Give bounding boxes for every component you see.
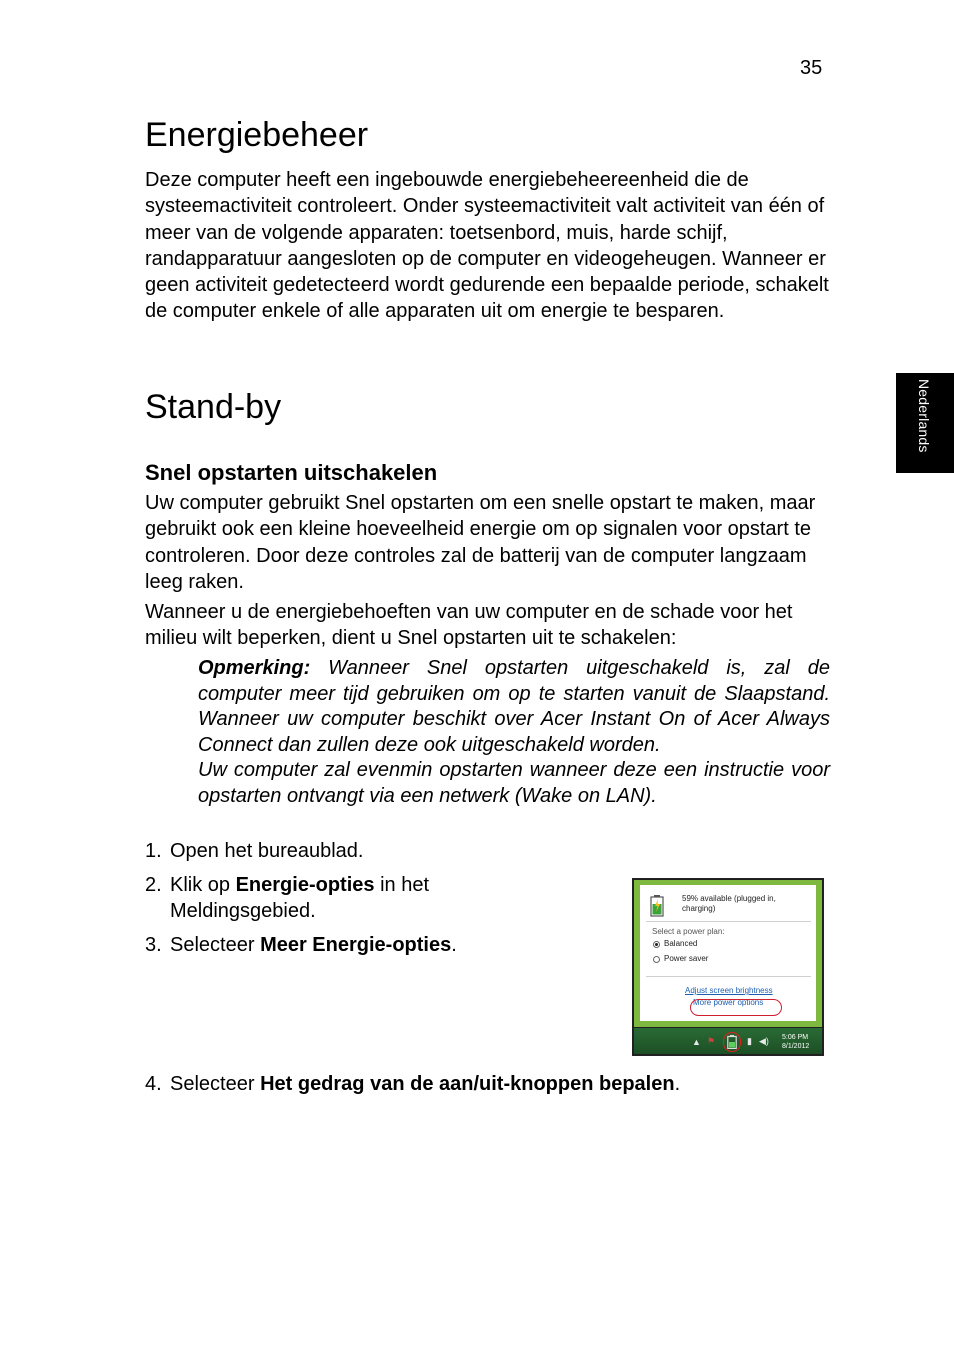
- step-text-tail: .: [451, 934, 457, 956]
- taskbar-clock[interactable]: [782, 1033, 809, 1051]
- power-flyout-screenshot: [632, 878, 824, 1056]
- step-number: 1.: [145, 840, 162, 862]
- battery-status-line-1: 59% available (plugged in,: [682, 894, 776, 903]
- paragraph-fast-startup: Uw computer gebruikt Snel opstarten om een snelle opstart te maken, maar gebruikt ook een kleine hoeveelheid energie om op signalen voor opstart te controleren. Door deze controles zal de batterij van de computer langzaam leeg raken.: [145, 492, 816, 593]
- step-text-tail: .: [674, 1073, 681, 1095]
- tray-highlight-circle: [723, 1032, 741, 1052]
- flyout-frame: [634, 880, 822, 1027]
- clock-time: 5:06 PM: [782, 1034, 809, 1041]
- step-number: 2.: [145, 874, 162, 896]
- step-bold-text: Energie-opties: [235, 874, 375, 896]
- note-label: Opmerking:: [198, 657, 311, 679]
- power-saver-label: Power saver: [664, 954, 709, 963]
- network-icon[interactable]: ▮: [747, 1036, 752, 1046]
- note-text-1: Wanneer Snel opstarten uitgeschakeld is, zal de computer meer tijd gebruiken om op te starten vanuit de Slaapstand. Wanneer uw computer beschikt over Acer Instant On of Acer Always Connect dan zullen deze ook uitgeschakeld worden.: [198, 657, 830, 756]
- balanced-radio[interactable]: [653, 941, 660, 948]
- flyout-panel: [640, 885, 816, 1021]
- step-text: Klik op: [170, 874, 236, 896]
- power-saver-radio[interactable]: [653, 956, 660, 963]
- section-body-energiebeheer: Deze computer heeft een ingebouwde energiebeheereenheid die de systeemactiviteit controleert. Onder systeemactiviteit valt activiteit van één of meer van de volgende apparaten: toetsenbord, muis, harde schijf, randapparatuur aangesloten op de computer en videogeheugen. Wanneer er geen activiteit gedetecteerd wordt gedurende een bepaalde periode, schakelt de computer enkele of alle apparaten uit om energie te besparen.: [145, 169, 829, 323]
- language-side-tab: [896, 373, 954, 473]
- note-block: [198, 656, 830, 809]
- section-title-energiebeheer: Energiebeheer: [145, 116, 369, 154]
- step-text: Selecteer: [170, 1073, 261, 1095]
- section-title-stand-by: Stand-by: [145, 388, 282, 426]
- paragraph-energy-needs: Wanneer u de energiebehoeften van uw computer en de schade voor het milieu wilt beperken, dient u Snel opstarten uit te schakelen:: [145, 601, 793, 650]
- step-bold-text: Het gedrag van de aan/uit-knoppen bepalen: [260, 1073, 675, 1095]
- divider: [646, 921, 811, 922]
- speaker-icon[interactable]: ◀): [759, 1036, 769, 1046]
- language-side-tab-label: Nederlands: [916, 379, 932, 453]
- step-text: Open het bureaublad.: [170, 840, 364, 862]
- battery-icon: [650, 895, 664, 917]
- divider: [646, 976, 811, 977]
- page-number: 35: [800, 57, 823, 79]
- power-plan-heading: Select a power plan:: [652, 927, 725, 936]
- subsection-title: Snel opstarten uitschakelen: [145, 460, 438, 485]
- balanced-label: Balanced: [664, 939, 698, 948]
- step-bold-text: Meer Energie-opties: [260, 934, 452, 956]
- step-2: [145, 872, 510, 924]
- step-3: [145, 932, 457, 958]
- note-text-2: Uw computer zal evenmin opstarten wanneer deze een instructie voor opstarten ontvangt via een netwerk (Wake on LAN).: [198, 759, 830, 807]
- taskbar: [634, 1028, 822, 1054]
- battery-status-line-2: charging): [682, 904, 716, 913]
- show-hidden-icons-icon[interactable]: ▲: [692, 1037, 701, 1047]
- more-power-options-link[interactable]: More power options: [693, 998, 764, 1007]
- action-center-icon[interactable]: ⚑: [707, 1036, 716, 1046]
- step-text-tail: in het Meldingsgebied.: [170, 874, 429, 922]
- step-text: Selecteer: [170, 934, 261, 956]
- highlight-oval: [690, 999, 782, 1016]
- step-1: [145, 838, 364, 864]
- clock-date: 8/1/2012: [782, 1043, 810, 1050]
- adjust-brightness-link[interactable]: Adjust screen brightness: [685, 986, 773, 995]
- step-number: 3.: [145, 934, 162, 956]
- step-number: 4.: [145, 1073, 162, 1095]
- step-4: [145, 1071, 680, 1097]
